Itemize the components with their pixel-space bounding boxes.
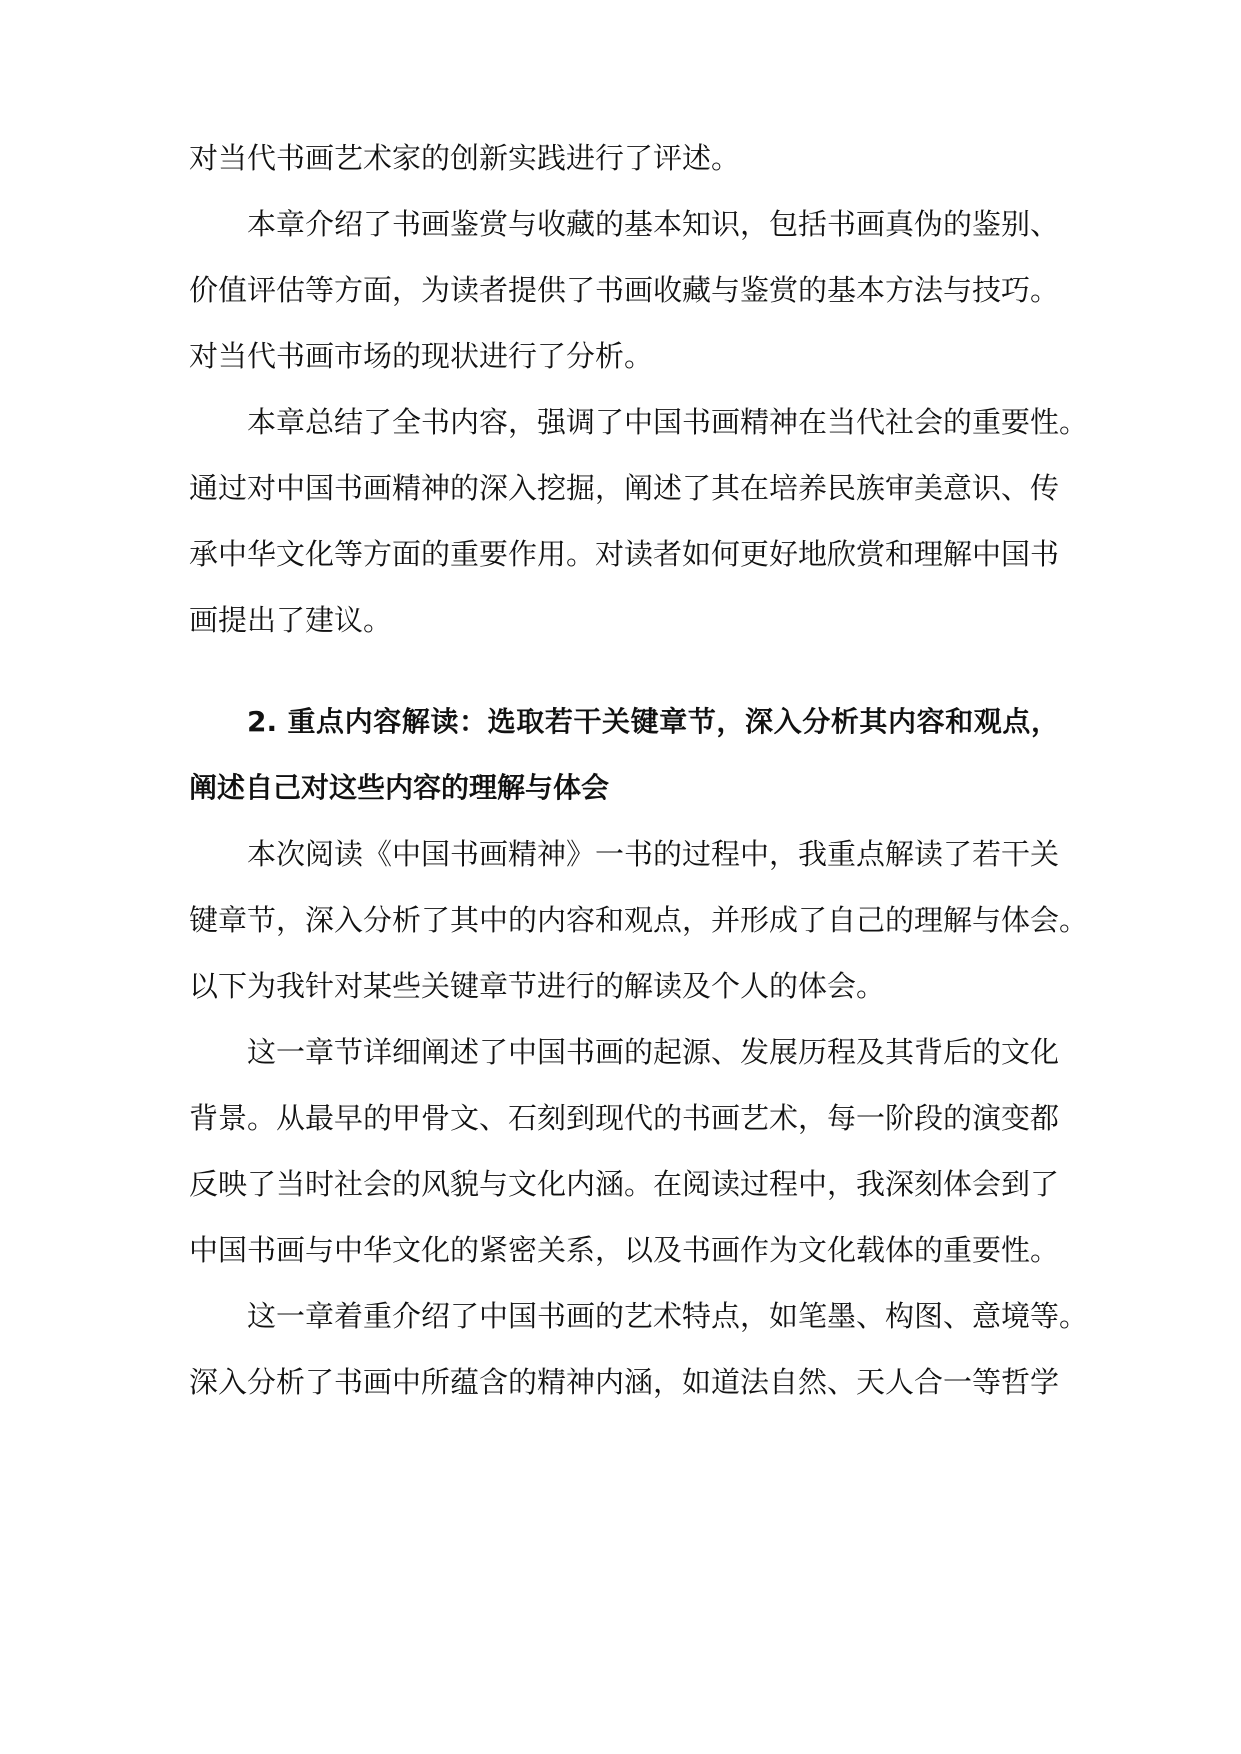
text-line: 本章介绍了书画鉴赏与收藏的基本知识，包括书画真伪的鉴别、	[247, 207, 1060, 241]
text-line: 本次阅读《中国书画精神》一书的过程中，我重点解读了若干关	[247, 837, 1060, 871]
text-line: 价值评估等方面，为读者提供了书画收藏与鉴赏的基本方法与技巧。	[189, 273, 1060, 307]
text-line: 对当代书画艺术家的创新实践进行了评述。	[189, 141, 741, 175]
text-line: 深入分析了书画中所蕴含的精神内涵，如道法自然、天人合一等哲学	[189, 1365, 1060, 1399]
text-line: 背景。从最早的甲骨文、石刻到现代的书画艺术，每一阶段的演变都	[189, 1101, 1060, 1135]
text-line: 这一章节详细阐述了中国书画的起源、发展历程及其背后的文化	[247, 1035, 1060, 1069]
text-line: 反映了当时社会的风貌与文化内涵。在阅读过程中，我深刻体会到了	[189, 1167, 1060, 1201]
text-line: 以下为我针对某些关键章节进行的解读及个人的体会。	[189, 969, 886, 1003]
text-line: 本章总结了全书内容，强调了中国书画精神在当代社会的重要性。	[247, 405, 1089, 439]
text-line: 对当代书画市场的现状进行了分析。	[189, 339, 654, 373]
text-line: 中国书画与中华文化的紧密关系，以及书画作为文化载体的重要性。	[189, 1233, 1060, 1267]
text-line: 这一章着重介绍了中国书画的艺术特点，如笔墨、构图、意境等。	[247, 1299, 1089, 1333]
section-heading: 2. 重点内容解读：选取若干关键章节，深入分析其内容和观点，	[247, 705, 1059, 738]
text-line: 画提出了建议。	[189, 603, 393, 637]
text-line: 键章节，深入分析了其中的内容和观点，并形成了自己的理解与体会。	[189, 903, 1089, 937]
text-line: 通过对中国书画精神的深入挖掘，阐述了其在培养民族审美意识、传	[189, 471, 1060, 505]
section-heading: 阐述自己对这些内容的理解与体会	[189, 771, 610, 804]
text-line: 承中华文化等方面的重要作用。对读者如何更好地欣赏和理解中国书	[189, 537, 1060, 571]
